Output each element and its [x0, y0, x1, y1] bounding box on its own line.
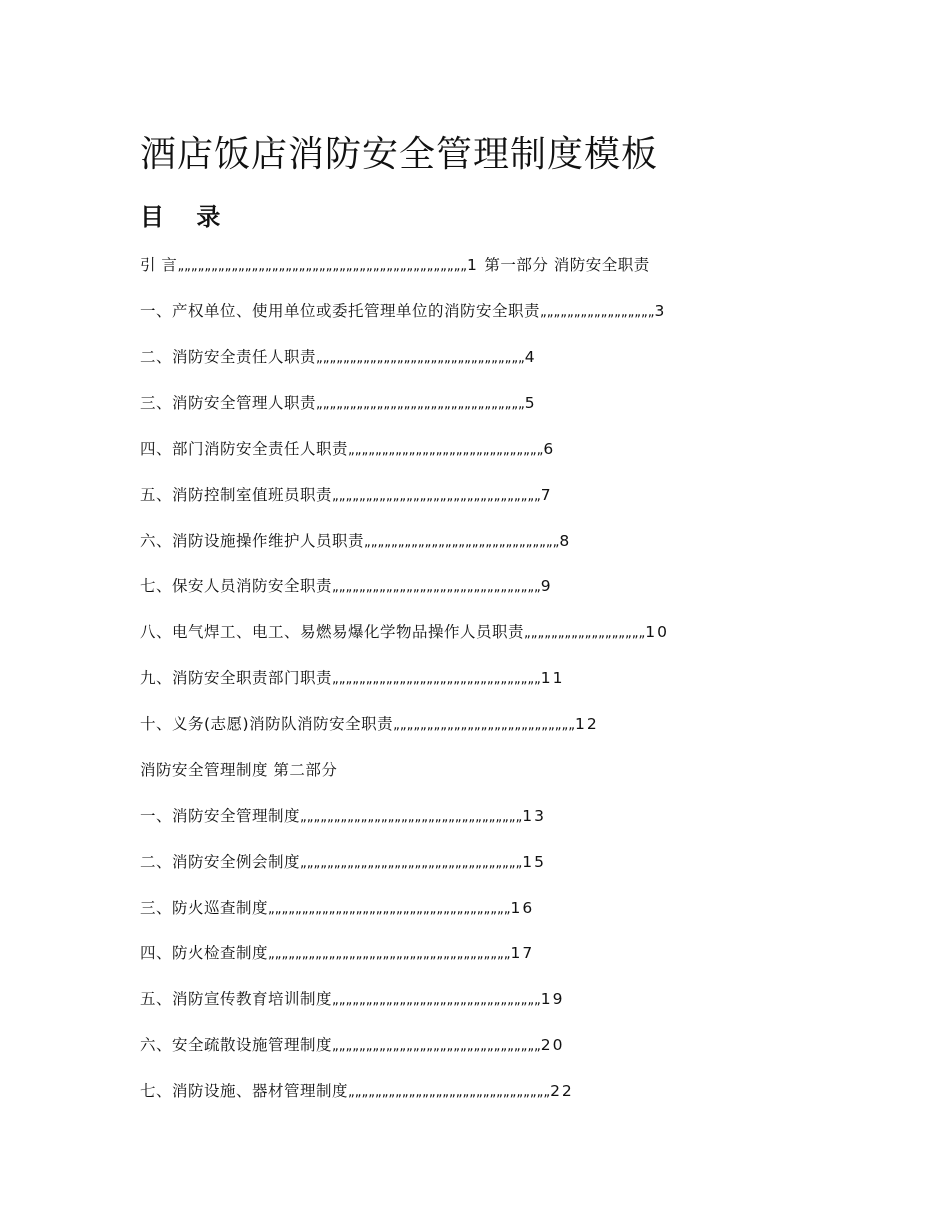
toc-entry-page: 5 — [524, 394, 537, 412]
toc-entry-page: 6 — [543, 440, 556, 458]
toc-entry-leader: „„„„„„„„„„„„„„„„„„„„„„„„„„„„„„ — [348, 1085, 551, 1100]
toc-entry-page: 12 — [574, 715, 599, 733]
toc-entry-leader: „„„„„„„„„„„„„„„„„„„„„„„„„„„„„„„ — [332, 993, 541, 1008]
toc-entry — [140, 576, 553, 598]
toc-entry — [140, 943, 534, 965]
toc-entry-leader: „„„„„„„„„„„„„„„„„„„„„„„„„„„„„„„ — [316, 397, 525, 412]
toc-entry — [140, 531, 571, 553]
toc-entry-leader: „„„„„„„„„„„„„„„„„„„„„„„„„„„„„„„„„„„„ — [268, 902, 511, 917]
toc-entry — [140, 255, 650, 277]
toc-entry-label: 六、消防设施操作维护人员职责 — [140, 532, 365, 550]
toc-entry-leader: „„„„„„„„„„„„„„„„„„„„„„„„„„„„„„„ — [316, 351, 525, 366]
toc-entry — [140, 852, 546, 874]
toc-entry-label: 五、消防宣传教育培训制度 — [140, 990, 333, 1008]
toc-entry-label: 引 言 — [140, 256, 178, 274]
document-title: 酒店饭店消防安全管理制度模板 — [140, 134, 659, 175]
toc-entry — [140, 898, 534, 920]
toc-entry — [140, 714, 599, 736]
toc-entry-leader: „„„„„„„„„„„„„„„„„„„„„„„„„„„„„„„ — [332, 672, 541, 687]
toc-entry-page: 17 — [510, 944, 535, 962]
toc-entry-label: 二、消防安全责任人职责 — [140, 348, 317, 366]
toc-entry-leader: „„„„„„„„„„„„„„„„„„„„„„„„„„„„„ — [348, 443, 544, 458]
toc-entry-page: 22 — [550, 1082, 574, 1100]
toc-entry-page: 10 — [645, 623, 669, 641]
toc-entry-leader: „„„„„„„„„„„„„„„„„„„„„„„„„„„„„„„„„„„„ — [268, 947, 511, 962]
toc-entry-leader: „„„„„„„„„„„„„„„„„„„„„„„„„„„„„„„„„ — [300, 856, 523, 871]
toc-entry-label: 消防安全管理制度 第二部分 — [140, 761, 338, 779]
toc-entry-page: 9 — [540, 577, 553, 595]
toc-entry-page: 16 — [510, 899, 535, 917]
toc-entry-label: 二、消防安全例会制度 — [140, 853, 301, 871]
toc-entry — [140, 622, 669, 644]
toc-entry-leader: „„„„„„„„„„„„„„„„„„„„„„„„„„„„„„„ — [332, 1039, 541, 1054]
toc-heading: 目 录 — [140, 203, 233, 231]
toc-entry-label: 七、消防设施、器材管理制度 — [140, 1082, 349, 1100]
toc-entry-leader: „„„„„„„„„„„„„„„„„„„„„„„„„„„„„„„„„ — [300, 810, 523, 825]
toc-entry — [140, 393, 537, 415]
toc-entry-page: 8 — [559, 532, 572, 550]
toc-entry — [140, 301, 666, 323]
toc-entry — [140, 1081, 574, 1103]
toc-entry — [140, 347, 537, 369]
toc-entry-leader: „„„„„„„„„„„„„„„„„„ — [524, 626, 646, 641]
toc-entry — [140, 989, 565, 1011]
toc-entry-label: 三、防火巡查制度 — [140, 899, 269, 917]
toc-entry — [140, 485, 553, 507]
toc-entry — [140, 806, 546, 828]
toc-entry-page: 1 — [467, 256, 479, 274]
toc-entry-label: 十、义务(志愿)消防队消防安全职责 — [140, 715, 394, 733]
toc-entry — [140, 668, 565, 690]
toc-entry-page: 7 — [540, 486, 553, 504]
toc-entry-label: 三、消防安全管理人职责 — [140, 394, 317, 412]
toc-entry — [140, 1035, 565, 1057]
toc-entry-label: 九、消防安全职责部门职责 — [140, 669, 333, 687]
toc-entry-label: 五、消防控制室值班员职责 — [140, 486, 333, 504]
toc-entry-page: 3 — [654, 302, 667, 320]
toc-entry-page: 13 — [522, 807, 547, 825]
toc-entry-label: 七、保安人员消防安全职责 — [140, 577, 333, 595]
toc-entry-page: 15 — [522, 853, 547, 871]
toc-entry-page: 11 — [540, 669, 565, 687]
toc-entry-page: 4 — [524, 348, 537, 366]
toc-entry-label: 四、防火检查制度 — [140, 944, 269, 962]
toc-entry-label: 六、安全疏散设施管理制度 — [140, 1036, 333, 1054]
toc-entry-label: 四、部门消防安全责任人职责 — [140, 440, 349, 458]
toc-entry-leader: „„„„„„„„„„„„„„„„„„„„„„„„„„„„„„„ — [332, 580, 541, 595]
toc-entry — [140, 439, 555, 461]
toc-entry-leader: „„„„„„„„„„„„„„„„„„„„„„„„„„„„„ — [364, 535, 560, 550]
toc-entry-label: 一、产权单位、使用单位或委托管理单位的消防安全职责 — [140, 302, 541, 320]
toc-entry-leader: „„„„„„„„„„„„„„„„„„„„„„„„„„„„„„„ — [332, 489, 541, 504]
toc-entry-trail: 第一部分 消防安全职责 — [478, 256, 650, 274]
toc-entry-page: 19 — [540, 990, 565, 1008]
toc-entry-leader: „„„„„„„„„„„„„„„„„„„„„„„„„„„ — [393, 718, 575, 733]
toc-entry-leader: „„„„„„„„„„„„„„„„„ — [540, 305, 655, 320]
toc-entry-label: 八、电气焊工、电工、易燃易爆化学物品操作人员职责 — [140, 623, 525, 641]
toc-entry-page: 20 — [540, 1036, 565, 1054]
toc-section-heading — [140, 760, 337, 780]
toc-entry-leader: „„„„„„„„„„„„„„„„„„„„„„„„„„„„„„„„„„„„„„„„„„„ — [177, 259, 468, 274]
toc-entry-label: 一、消防安全管理制度 — [140, 807, 301, 825]
